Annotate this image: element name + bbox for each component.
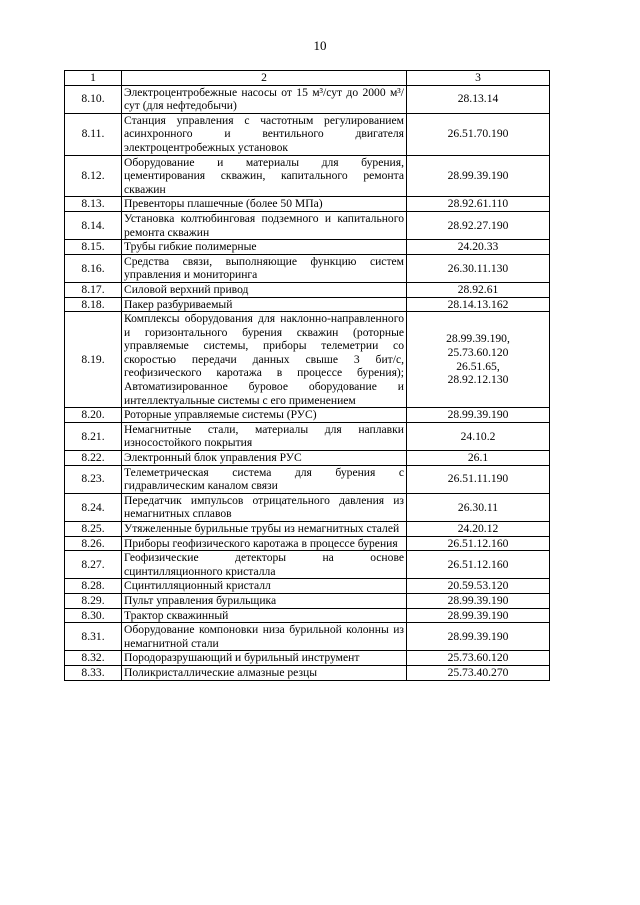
table-cell-num: 8.16. [65, 254, 122, 282]
table-row [65, 665, 550, 680]
table-cell-code: 26.51.11.190 [407, 465, 550, 493]
table-cell-desc: Приборы геофизического каротажа в процессе бурения [122, 536, 407, 551]
table-row [65, 312, 550, 408]
table-row [65, 551, 550, 579]
table-cell-code: 28.99.39.190 [407, 623, 550, 651]
table-cell-num: 8.26. [65, 536, 122, 551]
table-row [65, 608, 550, 623]
table-cell-desc: Роторные управляемые системы (РУС) [122, 408, 407, 423]
table-row [65, 593, 550, 608]
table-cell-code: 28.99.39.190 [407, 408, 550, 423]
table-cell-desc: Электроцентробежные насосы от 15 м³/сут до 2000 м³/сут (для нефтедобычи) [122, 85, 407, 113]
table-cell-num: 8.17. [65, 282, 122, 297]
table-row [65, 536, 550, 551]
table-row [65, 211, 550, 239]
table-row [65, 579, 550, 594]
table-row [65, 451, 550, 466]
table-cell-code: 28.92.61 [407, 282, 550, 297]
table-cell-num: 8.25. [65, 522, 122, 537]
table-cell-desc: Немагнитные стали, материалы для наплавки износостойкого покрытия [122, 422, 407, 450]
table-cell-num: 8.13. [65, 197, 122, 212]
table-cell-code: 28.13.14 [407, 85, 550, 113]
table-cell-num: 8.18. [65, 297, 122, 312]
table-cell-num: 8.23. [65, 465, 122, 493]
table-row [65, 197, 550, 212]
table-cell-desc: Электронный блок управления РУС [122, 451, 407, 466]
table-cell-num: 8.24. [65, 493, 122, 521]
table-row [65, 240, 550, 255]
table-row [65, 623, 550, 651]
table-cell-num: 8.33. [65, 665, 122, 680]
table-cell-desc: Пакер разбуриваемый [122, 297, 407, 312]
header-cell-desc: 2 [122, 71, 407, 86]
table-cell-code: 20.59.53.120 [407, 579, 550, 594]
table-cell-num: 8.15. [65, 240, 122, 255]
table-row [65, 408, 550, 423]
table-cell-code: 28.99.39.190 [407, 593, 550, 608]
table-row [65, 522, 550, 537]
table-cell-code: 24.20.12 [407, 522, 550, 537]
header-cell-num: 1 [65, 71, 122, 86]
table-row [65, 297, 550, 312]
table-cell-code: 28.92.61.110 [407, 197, 550, 212]
table-cell-num: 8.27. [65, 551, 122, 579]
table-row [65, 254, 550, 282]
table-cell-num: 8.19. [65, 312, 122, 408]
table-cell-code: 28.99.39.190 [407, 608, 550, 623]
table-cell-code: 24.10.2 [407, 422, 550, 450]
table-cell-desc: Комплексы оборудования для наклонно-направленного и горизонтального бурения скважин (роторные управляемые системы, приборы телеметрии со скоростью передачи данных свыше 3 бит/с, геофизического каротажа в процессе бурения); Автоматизированное буровое оборудование и интеллектуальные системы с его применением [122, 312, 407, 408]
table-cell-desc: Оборудование и материалы для бурения, цементирования скважин, капитального ремонта скважин [122, 155, 407, 197]
table-row [65, 155, 550, 197]
table-cell-desc: Трубы гибкие полимерные [122, 240, 407, 255]
table-cell-desc: Породоразрушающий и бурильный инструмент [122, 651, 407, 666]
table-header-row [65, 71, 550, 86]
table-cell-code: 25.73.40.270 [407, 665, 550, 680]
table-cell-code: 28.99.39.190, 25.73.60.120 26.51.65, 28.92.12.130 [407, 312, 550, 408]
table-row [65, 651, 550, 666]
table-row [65, 113, 550, 155]
table-cell-code: 28.14.13.162 [407, 297, 550, 312]
equipment-table [64, 70, 550, 681]
table-cell-num: 8.28. [65, 579, 122, 594]
table-cell-code: 26.30.11 [407, 493, 550, 521]
table-cell-desc: Средства связи, выполняющие функцию систем управления и мониторинга [122, 254, 407, 282]
table-cell-code: 25.73.60.120 [407, 651, 550, 666]
table-cell-desc: Превенторы плашечные (более 50 МПа) [122, 197, 407, 212]
table-cell-desc: Телеметрическая система для бурения с гидравлическим каналом связи [122, 465, 407, 493]
table-cell-desc: Силовой верхний привод [122, 282, 407, 297]
table-cell-desc: Оборудование компоновки низа бурильной колонны из немагнитной стали [122, 623, 407, 651]
table-cell-code: 26.1 [407, 451, 550, 466]
table-cell-desc: Утяжеленные бурильные трубы из немагнитных сталей [122, 522, 407, 537]
table-body [65, 71, 550, 681]
table-cell-desc: Передатчик импульсов отрицательного давления из немагнитных сплавов [122, 493, 407, 521]
table-row [65, 465, 550, 493]
table-cell-num: 8.29. [65, 593, 122, 608]
table-cell-code: 26.51.12.160 [407, 551, 550, 579]
table-cell-code: 24.20.33 [407, 240, 550, 255]
table-cell-num: 8.10. [65, 85, 122, 113]
table-cell-num: 8.22. [65, 451, 122, 466]
table-cell-desc: Сцинтилляционный кристалл [122, 579, 407, 594]
table-cell-desc: Геофизические детекторы на основе сцинтилляционного кристалла [122, 551, 407, 579]
table-cell-desc: Поликристаллические алмазные резцы [122, 665, 407, 680]
table-cell-num: 8.14. [65, 211, 122, 239]
table-cell-code: 26.51.12.160 [407, 536, 550, 551]
table-cell-num: 8.11. [65, 113, 122, 155]
table-cell-code: 28.99.39.190 [407, 155, 550, 197]
table-cell-code: 28.92.27.190 [407, 211, 550, 239]
table-cell-code: 26.30.11.130 [407, 254, 550, 282]
table-row [65, 282, 550, 297]
table-cell-desc: Установка колтюбинговая подземного и капитального ремонта скважин [122, 211, 407, 239]
table-cell-desc: Трактор скважинный [122, 608, 407, 623]
table-cell-code: 26.51.70.190 [407, 113, 550, 155]
table-cell-num: 8.30. [65, 608, 122, 623]
table-cell-num: 8.32. [65, 651, 122, 666]
table-cell-num: 8.31. [65, 623, 122, 651]
table-cell-desc: Пульт управления бурильщика [122, 593, 407, 608]
table-cell-num: 8.20. [65, 408, 122, 423]
header-cell-code: 3 [407, 71, 550, 86]
table-cell-desc: Станция управления с частотным регулированием асинхронного и вентильного двигателя электроцентробежных установок [122, 113, 407, 155]
table-row [65, 85, 550, 113]
table-cell-num: 8.12. [65, 155, 122, 197]
table-cell-num: 8.21. [65, 422, 122, 450]
table-row [65, 493, 550, 521]
table-row [65, 422, 550, 450]
page-number: 10 [313, 38, 327, 53]
